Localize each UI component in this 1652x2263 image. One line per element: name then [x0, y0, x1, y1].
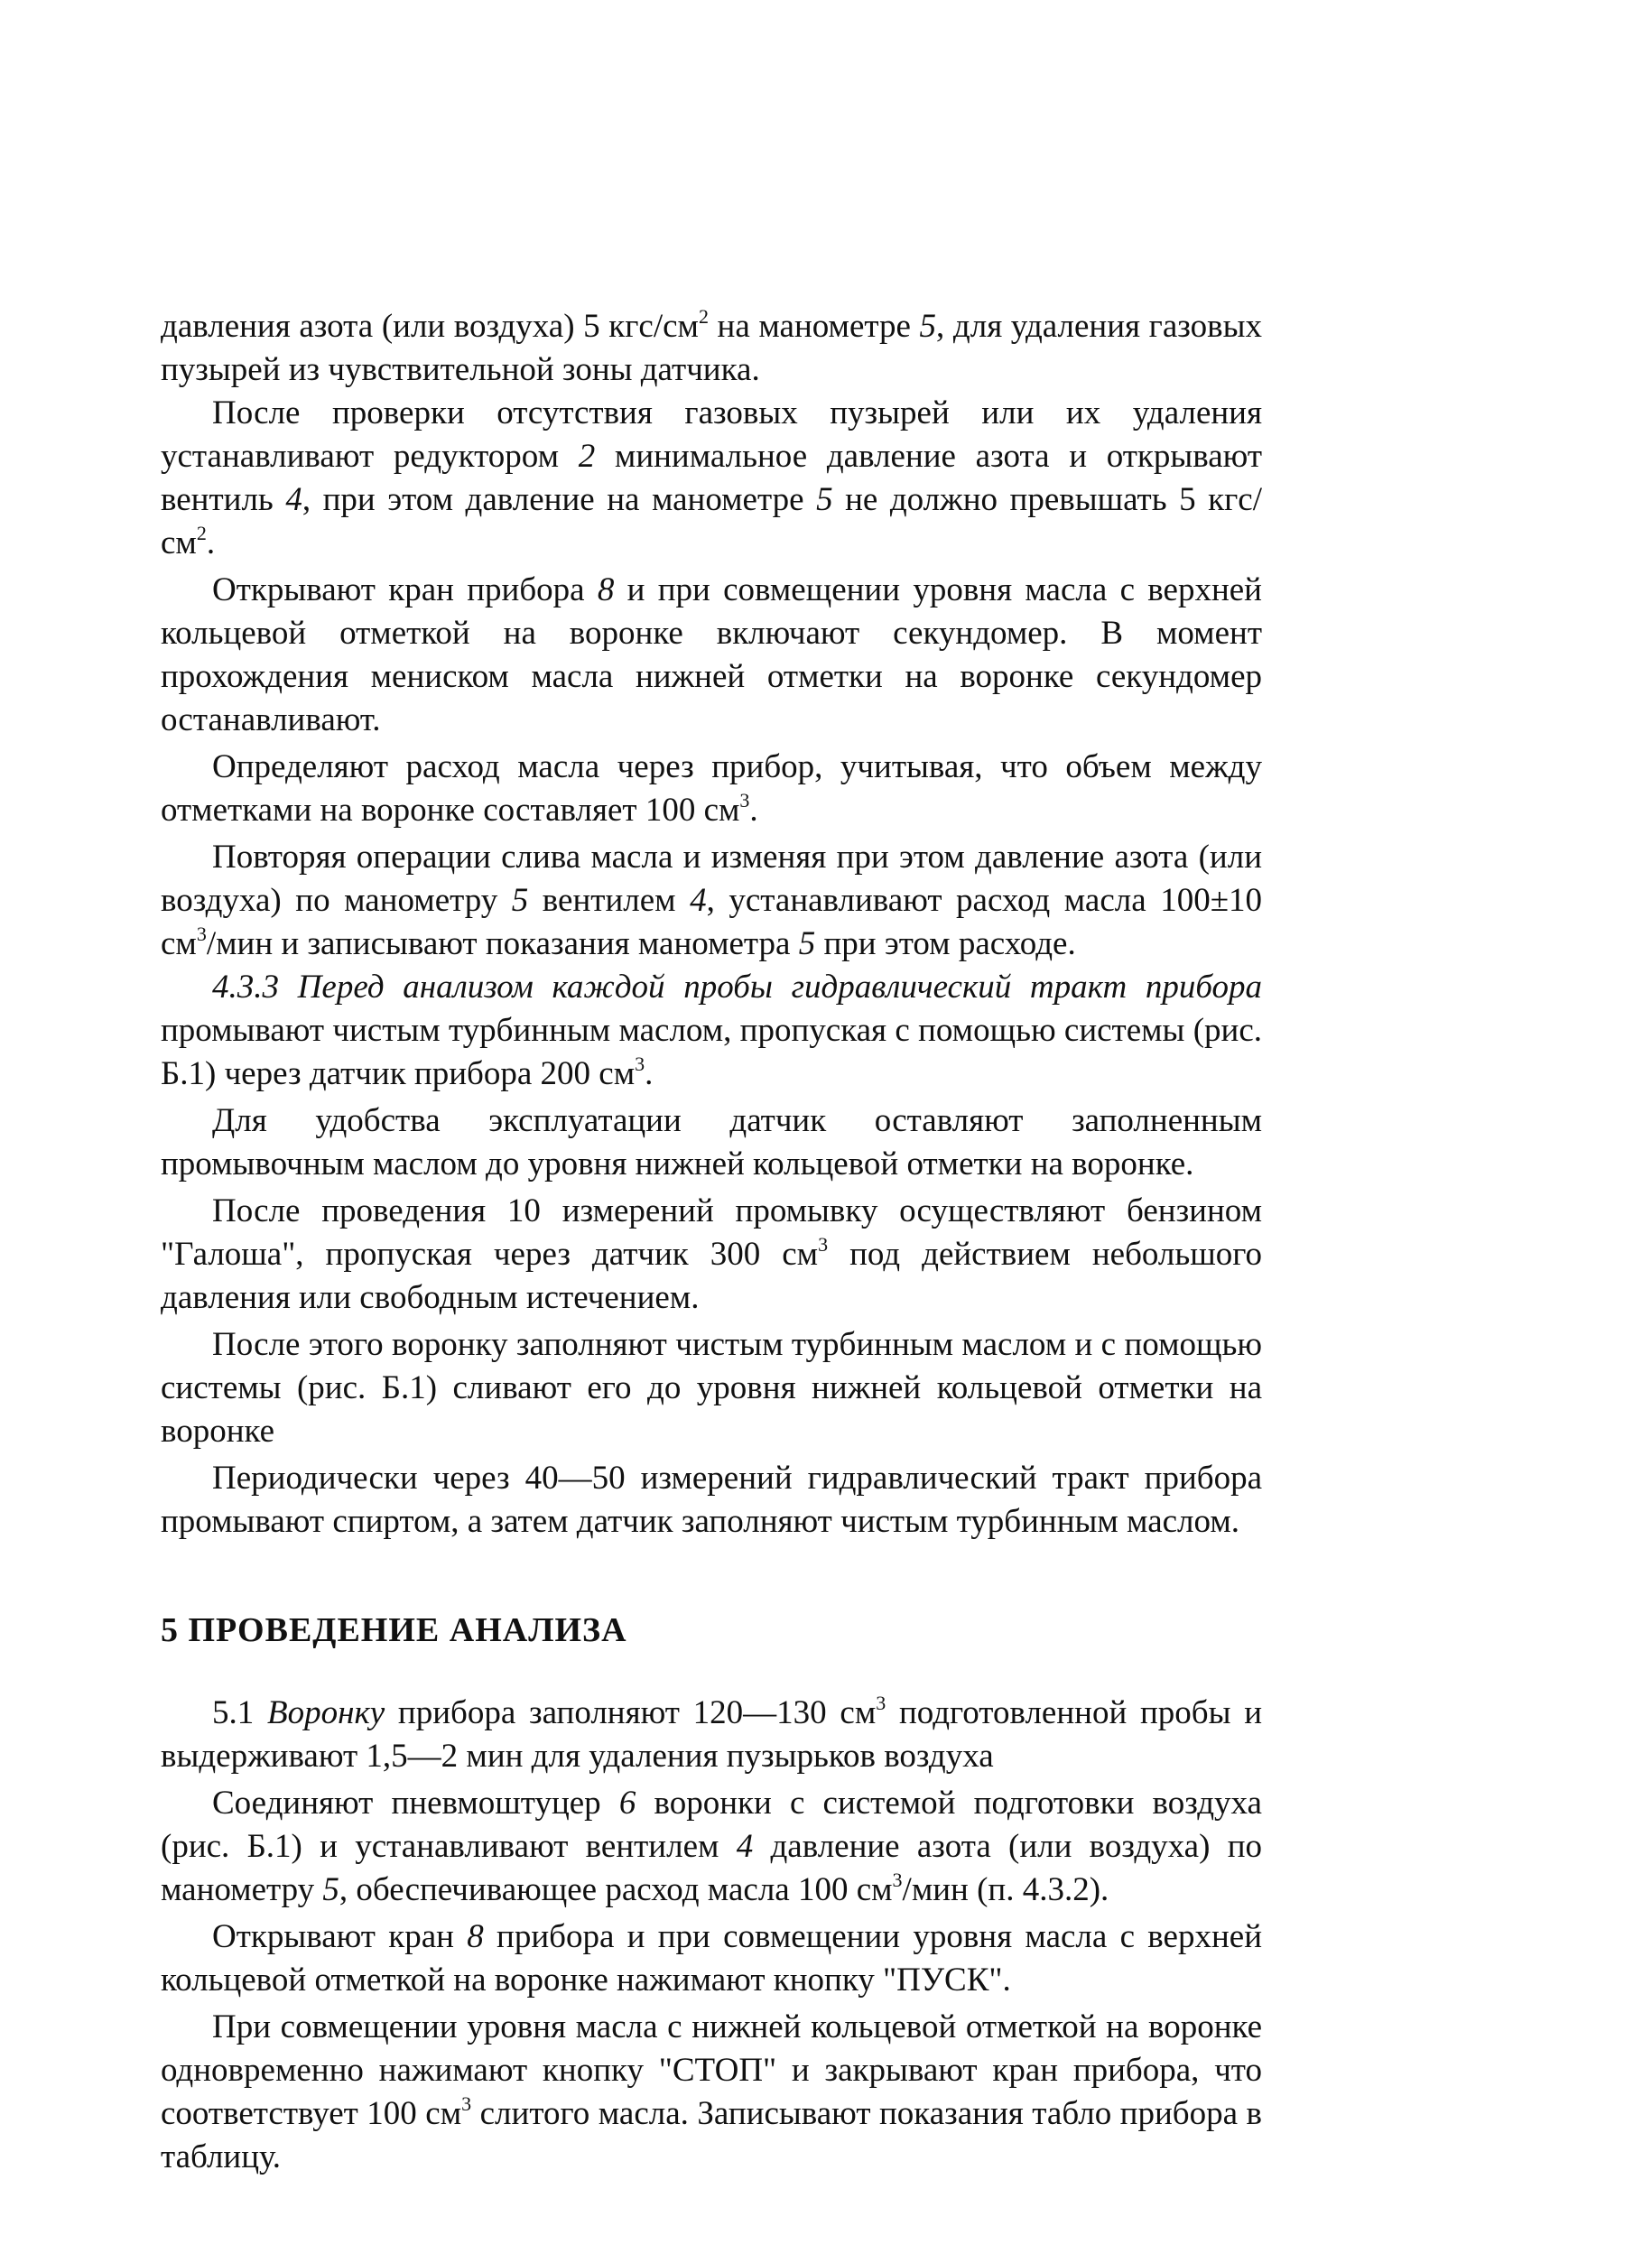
paragraph-convenience: Для удобства эксплуатации датчик оставляют заполненным промывочным маслом до уровня нижней кольцевой отметки на воронке. [161, 1102, 1262, 1183]
paragraph-benzine-flush: После проведения 10 измерений промывку осуществляют бензином "Галоша", пропуская через датчик 300 $см^3$ под действием небольшого давления или свободным истечением. [161, 1192, 1262, 1316]
paragraph-oil-flow: Определяют расход масла через прибор, учитывая, что объем между отметками на воронке составляет 100 $см^3$. [161, 748, 1262, 829]
paragraph-after-check: После проверки отсутствия газовых пузырей или их удаления устанавливают редуктором 2 минимальное давление азота и открывают вентиль 4, при этом давление на манометре 5 не должно превышать 5 кгс/$см^2$. [161, 394, 1263, 561]
paragraph-repeat-operations: Повторяя операции слива масла и изменяя при этом давление азота (или воздуха) по манометру 5 вентилем 4, устанавливают расход масла 100±10 $см^3$/мин и записывают показания манометра 5 при этом расходе. [161, 839, 1262, 962]
paragraph-4-3-3: 4.3.3 Перед анализом каждой пробы гидравлический тракт прибора промывают чистым турбинным маслом, пропуская с помощью системы (рис. Б.1) через датчик прибора 200 $см^3$. [161, 969, 1262, 1092]
section-heading: 5 ПРОВЕДЕНИЕ АНАЛИЗА [161, 1611, 627, 1649]
text-body [161, 305, 1262, 2179]
paragraph-press-stop: При совмещении уровня масла с нижней кольцевой отметкой на воронке одновременно нажимают кнопку "СТОП" и закрывают кран прибора, что соответствует 100 $см^3$ слитого масла. Записывают показания табло прибора в таблицу. [161, 2008, 1263, 2175]
paragraph-refill-funnel: После этого воронку заполняют чистым турбинным маслом и с помощью системы (рис. Б.1) сливают его до уровня нижней кольцевой отметки на воронке [161, 1326, 1262, 1450]
paragraph-press-start: Открывают кран 8 прибора и при совмещении уровня масла с верхней кольцевой отметкой на воронке нажимают кнопку "ПУСК". [161, 1918, 1263, 1999]
paragraph-5-1: 5.1 Воронку прибора заполняют 120—130 $см^3$ подготовленной пробы и выдерживают 1,5—2 мин для удаления пузырьков воздуха [161, 1692, 1263, 1775]
paragraph-connect-fitting: Соединяют пневмоштуцер 6 воронки с системой подготовки воздуха (рис. Б.1) и устанавливают вентилем 4 давление азота (или воздуха) по манометру 5, обеспечивающее расход масла 100 $см^3$/мин (п. 4.3.2). [161, 1785, 1262, 1908]
paragraph-open-valve: Открывают кран прибора 8 и при совмещении уровня масла с верхней кольцевой отметкой на воронке включают секундомер. В момент прохождения мениском масла нижней отметки на воронке секундомер останавливают. [161, 571, 1262, 738]
paragraph-nitrogen-pressure: давления азота (или воздуха) 5 кгс/$см^2$ на манометре 5, для удаления газовых пузырей из чувствительной зоны датчика. [161, 305, 1262, 388]
paragraph-periodic-flush: Периодически через 40—50 измерений гидравлический тракт прибора промывают спиртом, а затем датчик заполняют чистым турбинным маслом. [161, 1460, 1262, 1540]
